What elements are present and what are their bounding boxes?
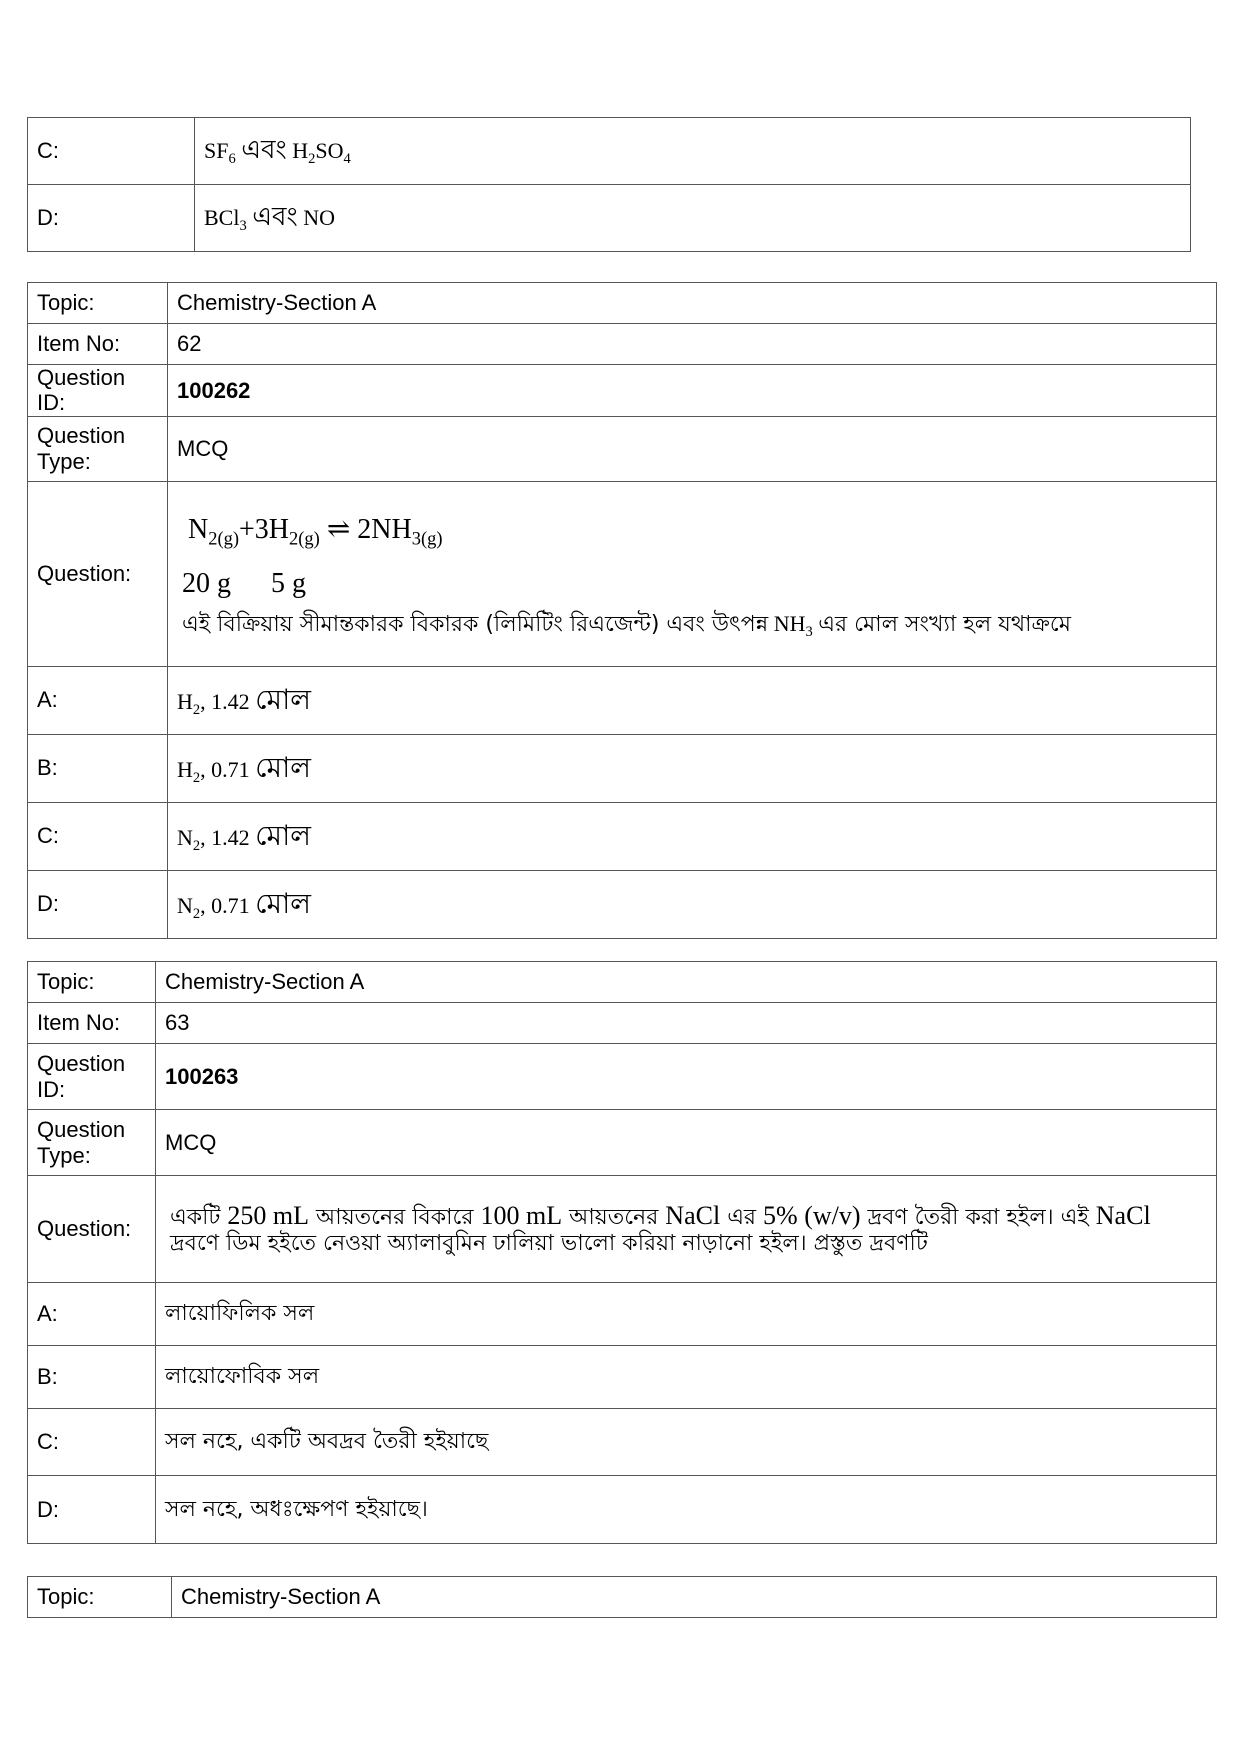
- eq-subscript: 2(g): [208, 528, 240, 549]
- mass-h2: 5 g: [271, 568, 306, 600]
- conjunction: এবং: [241, 135, 287, 166]
- volume-value: 250 mL: [227, 1201, 310, 1231]
- topic-row: [28, 283, 1217, 324]
- option-text: [168, 870, 1217, 938]
- item-label: Item No:: [28, 1003, 156, 1044]
- formula-subscript: 2: [192, 838, 201, 855]
- option-text: [168, 734, 1217, 802]
- mole-value: , 0.71: [200, 757, 250, 782]
- statement-text: এর: [727, 1205, 757, 1231]
- option-label: D:: [28, 185, 195, 252]
- formula-subscript: 2: [192, 906, 201, 923]
- option-row-b: [28, 1346, 1217, 1409]
- option-row-a: [28, 666, 1217, 734]
- concentration-value: 5% (w/v): [763, 1201, 861, 1231]
- question-line-1: [170, 1201, 1202, 1231]
- question-statement: [182, 610, 1202, 640]
- formula-subscript: 2: [192, 770, 201, 787]
- option-row-b: [28, 734, 1217, 802]
- formula-subscript: 2: [192, 702, 201, 719]
- question-type-value: MCQ: [168, 416, 1217, 481]
- option-row-a: [28, 1283, 1217, 1346]
- eq-term: N: [188, 514, 209, 546]
- option-text: [168, 666, 1217, 734]
- topic-label: Topic:: [28, 962, 156, 1003]
- statement-text: এই বিক্রিয়ায় সীমান্তকারক বিকারক (লিমিটিং রিএজেন্ট) এবং উৎপন্ন: [182, 611, 769, 637]
- option-text: সল নহে, অধঃক্ষেপণ হইয়াছে।: [156, 1476, 1217, 1544]
- question-type-label: Question Type:: [28, 1110, 156, 1176]
- volume-value: 100 mL: [480, 1201, 563, 1231]
- unit: মোল: [255, 751, 312, 784]
- prev-question-options: [27, 117, 1191, 252]
- reaction-equation: [188, 514, 1202, 549]
- conjunction: এবং: [252, 202, 298, 233]
- question-id-value: 100262: [168, 365, 1217, 417]
- formula-subscript: 6: [228, 151, 236, 168]
- question-id-label: Question ID:: [28, 1044, 156, 1110]
- formula-subscript: 2: [308, 151, 316, 168]
- question-64: [27, 1576, 1217, 1618]
- option-label: C:: [28, 802, 168, 870]
- option-label: C:: [28, 1409, 156, 1476]
- option-row-c: [28, 802, 1217, 870]
- question-type-row: [28, 416, 1217, 481]
- mole-value: , 1.42: [200, 825, 250, 850]
- formula: NH: [773, 610, 806, 636]
- formula: N: [177, 893, 193, 918]
- question-id-row: [28, 365, 1217, 417]
- unit: মোল: [255, 683, 312, 716]
- statement-text: দ্রবণ তৈরী করা হইল। এই: [867, 1205, 1089, 1231]
- option-text: [195, 185, 1191, 252]
- option-text: লায়োফিলিক সল: [156, 1283, 1217, 1346]
- question-label: Question:: [28, 481, 168, 666]
- option-row-c: [28, 118, 1191, 185]
- option-text: [168, 802, 1217, 870]
- option-label: D:: [28, 1476, 156, 1544]
- item-row: [28, 1003, 1217, 1044]
- statement-text: আয়তনের বিকারে: [316, 1205, 474, 1231]
- formula: NaCl: [1095, 1201, 1151, 1231]
- unit: মোল: [255, 819, 312, 852]
- formula-subscript: 3: [805, 623, 813, 640]
- equilibrium-arrow: ⇌: [326, 514, 351, 546]
- formula: BCl: [204, 205, 240, 231]
- eq-term: +3H: [239, 514, 290, 546]
- topic-row: [28, 962, 1217, 1003]
- formula: H: [177, 757, 193, 782]
- unit: মোল: [255, 887, 312, 920]
- topic-value: Chemistry-Section A: [168, 283, 1217, 324]
- option-label: A:: [28, 1283, 156, 1346]
- option-label: A:: [28, 666, 168, 734]
- option-label: C:: [28, 118, 195, 185]
- formula: N: [177, 825, 193, 850]
- question-row: [28, 1176, 1217, 1283]
- formula: SF: [204, 138, 229, 164]
- option-row-d: [28, 1476, 1217, 1544]
- question-type-label: Question Type:: [28, 416, 168, 481]
- item-value: 63: [156, 1003, 1217, 1044]
- option-row-c: [28, 1409, 1217, 1476]
- item-value: 62: [168, 324, 1217, 365]
- formula-subscript: 4: [343, 151, 351, 168]
- topic-label: Topic:: [28, 283, 168, 324]
- question-text: [156, 1176, 1217, 1283]
- option-label: B:: [28, 1346, 156, 1409]
- question-62: [27, 282, 1217, 939]
- question-id-label: Question ID:: [28, 365, 168, 417]
- question-id-value: 100263: [156, 1044, 1217, 1110]
- mass-n2: 20 g: [182, 568, 231, 600]
- question-text: [168, 481, 1217, 666]
- eq-subscript: 2(g): [289, 528, 320, 549]
- statement-text: এর মোল সংখ্যা হল যথাক্রমে: [818, 611, 1071, 637]
- formula: H: [177, 689, 193, 714]
- option-text: লায়োফোবিক সল: [156, 1346, 1217, 1409]
- mole-value: , 0.71: [200, 893, 250, 918]
- option-row-d: [28, 185, 1191, 252]
- eq-subscript: 3(g): [411, 528, 443, 549]
- question-type-row: [28, 1110, 1217, 1176]
- question-row: [28, 481, 1217, 666]
- formula: NO: [303, 205, 335, 231]
- question-label: Question:: [28, 1176, 156, 1283]
- topic-row: [28, 1577, 1217, 1618]
- formula: H: [292, 138, 309, 164]
- question-id-row: [28, 1044, 1217, 1110]
- option-text: [195, 118, 1191, 185]
- option-row-d: [28, 870, 1217, 938]
- question-63: [27, 961, 1217, 1544]
- formula: NaCl: [665, 1201, 721, 1231]
- statement-text: আয়তনের: [569, 1205, 659, 1231]
- mole-value: , 1.42: [200, 689, 250, 714]
- eq-term: 2NH: [357, 514, 412, 546]
- question-line-2: দ্রবণে ডিম হইতে নেওয়া অ্যালাবুমিন ঢালিয়া ভালো করিয়া নাড়ানো হইল। প্রস্তুত দ্রবণটি: [170, 1231, 928, 1257]
- question-type-value: MCQ: [156, 1110, 1217, 1176]
- option-text: সল নহে, একটি অবদ্রব তৈরী হইয়াছে: [156, 1409, 1217, 1476]
- statement-text: একটি: [170, 1205, 221, 1231]
- formula-subscript: 3: [239, 218, 247, 235]
- masses-line: [182, 568, 1202, 600]
- option-label: B:: [28, 734, 168, 802]
- item-label: Item No:: [28, 324, 168, 365]
- topic-value: Chemistry-Section A: [156, 962, 1217, 1003]
- formula: SO: [315, 138, 344, 164]
- item-row: [28, 324, 1217, 365]
- topic-value: Chemistry-Section A: [172, 1577, 1217, 1618]
- option-label: D:: [28, 870, 168, 938]
- topic-label: Topic:: [28, 1577, 172, 1618]
